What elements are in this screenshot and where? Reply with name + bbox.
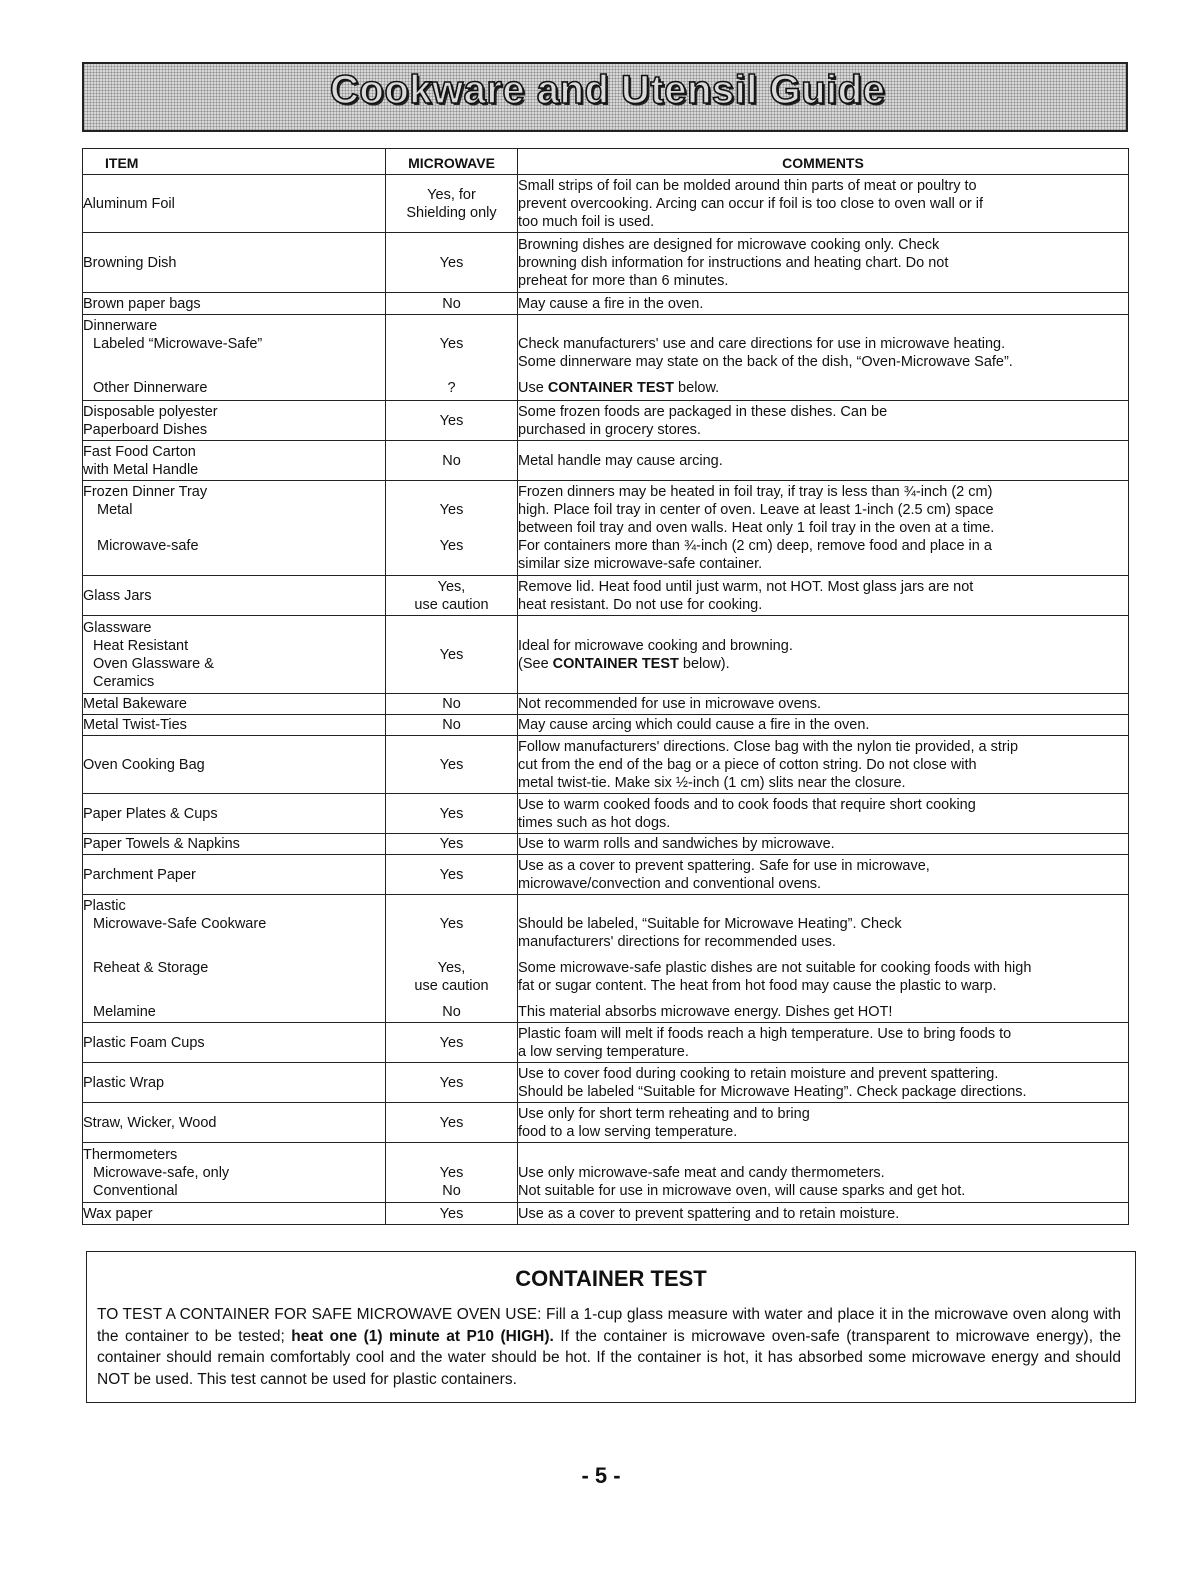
item-cell: Metal Bakeware: [83, 694, 386, 715]
table-row: [83, 834, 1129, 855]
item-cell: Disposable polyester Paperboard Dishes: [83, 401, 386, 441]
item-cell: Plastic Microwave-Safe Cookware Reheat & Storage Melamine: [83, 895, 386, 1023]
table-row: [83, 576, 1129, 616]
table-row: [83, 794, 1129, 834]
table-row: [83, 616, 1129, 694]
microwave-cell: Yes, use caution: [386, 576, 518, 616]
microwave-cell: Yes Yes: [386, 481, 518, 576]
comments-cell: Small strips of foil can be molded around thin parts of meat or poultry to prevent overcooking. Arcing can occur if foil is too close to oven wall or if too much foil is used.: [518, 175, 1129, 233]
microwave-cell: Yes: [386, 834, 518, 855]
microwave-cell: Yes: [386, 616, 518, 694]
table-row: [83, 481, 1129, 576]
microwave-cell: Yes Yes, use caution No: [386, 895, 518, 1023]
comments-cell: Remove lid. Heat food until just warm, not HOT. Most glass jars are not heat resistant. Do not use for cooking.: [518, 576, 1129, 616]
item-cell: Dinnerware Labeled “Microwave-Safe” Other Dinnerware: [83, 315, 386, 401]
title-banner: [82, 62, 1128, 132]
table-row: [83, 895, 1129, 1023]
table-row: [83, 694, 1129, 715]
item-cell: Plastic Foam Cups: [83, 1023, 386, 1063]
comments-cell: May cause a fire in the oven.: [518, 293, 1129, 315]
cookware-table: [82, 148, 1129, 1225]
comments-cell: Use to cover food during cooking to retain moisture and prevent spattering. Should be labeled “Suitable for Microwave Heating”. Check package directions.: [518, 1063, 1129, 1103]
header-item: ITEM: [83, 149, 386, 175]
table-row: [83, 233, 1129, 293]
header-comments: COMMENTS: [518, 149, 1129, 175]
container-test-box: [86, 1251, 1136, 1403]
item-cell: Paper Towels & Napkins: [83, 834, 386, 855]
microwave-cell: Yes: [386, 1063, 518, 1103]
microwave-cell: Yes: [386, 794, 518, 834]
comments-cell: Metal handle may cause arcing.: [518, 441, 1129, 481]
item-cell: Plastic Wrap: [83, 1063, 386, 1103]
microwave-cell: No: [386, 441, 518, 481]
table-row: [83, 1143, 1129, 1203]
microwave-cell: Yes: [386, 1023, 518, 1063]
comments-cell: Use to warm rolls and sandwiches by microwave.: [518, 834, 1129, 855]
table-row: [83, 1203, 1129, 1225]
microwave-cell: Yes: [386, 736, 518, 794]
item-cell: Wax paper: [83, 1203, 386, 1225]
item-cell: Glass Jars: [83, 576, 386, 616]
comments-cell: Ideal for microwave cooking and browning. (See CONTAINER TEST below).: [518, 616, 1129, 694]
microwave-cell: Yes No: [386, 1143, 518, 1203]
comments-cell: Follow manufacturers' directions. Close bag with the nylon tie provided, a strip cut from the end of the bag or a piece of cotton string. Do not close with metal twist-tie. Make six ½-inch (1 cm) slits near the closure.: [518, 736, 1129, 794]
table-row: [83, 315, 1129, 401]
item-cell: Aluminum Foil: [83, 175, 386, 233]
table-row: [83, 175, 1129, 233]
microwave-cell: No: [386, 715, 518, 736]
comments-cell: Use only for short term reheating and to bring food to a low serving temperature.: [518, 1103, 1129, 1143]
page-title: Cookware and Utensil Guide: [330, 68, 886, 112]
microwave-cell: Yes: [386, 1103, 518, 1143]
comments-cell: Some frozen foods are packaged in these dishes. Can be purchased in grocery stores.: [518, 401, 1129, 441]
comments-cell: Use only microwave-safe meat and candy thermometers. Not suitable for use in microwave oven, will cause sparks and get hot.: [518, 1143, 1129, 1203]
item-cell: Metal Twist-Ties: [83, 715, 386, 736]
table-row: [83, 736, 1129, 794]
comments-cell: Plastic foam will melt if foods reach a high temperature. Use to bring foods to a low serving temperature.: [518, 1023, 1129, 1063]
comments-cell: Browning dishes are designed for microwave cooking only. Check browning dish information for instructions and heating chart. Do not preheat for more than 6 minutes.: [518, 233, 1129, 293]
comments-cell: Use as a cover to prevent spattering. Safe for use in microwave, microwave/convection and conventional ovens.: [518, 855, 1129, 895]
comments-cell: Check manufacturers' use and care directions for use in microwave heating. Some dinnerware may state on the back of the dish, “Oven-Microwave Safe”. Use CONTAINER TEST below.: [518, 315, 1129, 401]
table-row: [83, 1063, 1129, 1103]
microwave-cell: Yes ?: [386, 315, 518, 401]
item-cell: Thermometers Microwave-safe, only Conventional: [83, 1143, 386, 1203]
microwave-cell: Yes: [386, 1203, 518, 1225]
page-number: - 5 -: [581, 1463, 621, 1488]
item-cell: Browning Dish: [83, 233, 386, 293]
table-row: [83, 1023, 1129, 1063]
item-cell: Fast Food Carton with Metal Handle: [83, 441, 386, 481]
microwave-cell: No: [386, 694, 518, 715]
microwave-cell: Yes: [386, 855, 518, 895]
microwave-cell: No: [386, 293, 518, 315]
item-cell: Paper Plates & Cups: [83, 794, 386, 834]
table-header-row: [83, 149, 1129, 175]
table-row: [83, 715, 1129, 736]
item-cell: Glassware Heat Resistant Oven Glassware & Ceramics: [83, 616, 386, 694]
item-cell: Brown paper bags: [83, 293, 386, 315]
item-cell: Parchment Paper: [83, 855, 386, 895]
microwave-cell: Yes: [386, 401, 518, 441]
microwave-cell: Yes: [386, 233, 518, 293]
table-row: [83, 293, 1129, 315]
microwave-cell: Yes, for Shielding only: [386, 175, 518, 233]
comments-cell: May cause arcing which could cause a fire in the oven.: [518, 715, 1129, 736]
container-test-text: TO TEST A CONTAINER FOR SAFE MICROWAVE OVEN USE: Fill a 1-cup glass measure with water and place it in the microwave oven along with the container to be tested; heat one (1) minute at P10 (HIGH). If the container is microwave oven-safe (transparent to microwave energy), the container should remain comfortably cool and the water should be hot. If the container is hot, it has absorbed some microwave energy and should NOT be used. This test cannot be used for plastic containers.: [97, 1306, 1122, 1388]
table-row: [83, 855, 1129, 895]
header-microwave: MICROWAVE: [386, 149, 518, 175]
comments-cell: Frozen dinners may be heated in foil tray, if tray is less than ¾-inch (2 cm) high. Place foil tray in center of oven. Leave at least 1-inch (2.5 cm) space between foil tray and oven walls. Heat only 1 foil tray in the oven at a time. For containers more than ¾-inch (2 cm) deep, remove food and place in a similar size microwave-safe container.: [518, 481, 1129, 576]
item-cell: Straw, Wicker, Wood: [83, 1103, 386, 1143]
container-test-title: CONTAINER TEST: [515, 1266, 707, 1291]
table-row: [83, 1103, 1129, 1143]
comments-cell: Not recommended for use in microwave ovens.: [518, 694, 1129, 715]
item-cell: Oven Cooking Bag: [83, 736, 386, 794]
comments-cell: Should be labeled, “Suitable for Microwave Heating”. Check manufacturers' directions for recommended uses. Some microwave-safe plastic dishes are not suitable for cooking foods with high fat or sugar content. The heat from hot food may cause the plastic to warp. This material absorbs microwave energy. Dishes get HOT!: [518, 895, 1129, 1023]
table-row: [83, 441, 1129, 481]
comments-cell: Use to warm cooked foods and to cook foods that require short cooking times such as hot dogs.: [518, 794, 1129, 834]
comments-cell: Use as a cover to prevent spattering and to retain moisture.: [518, 1203, 1129, 1225]
table-row: [83, 401, 1129, 441]
item-cell: Frozen Dinner Tray Metal Microwave-safe: [83, 481, 386, 576]
